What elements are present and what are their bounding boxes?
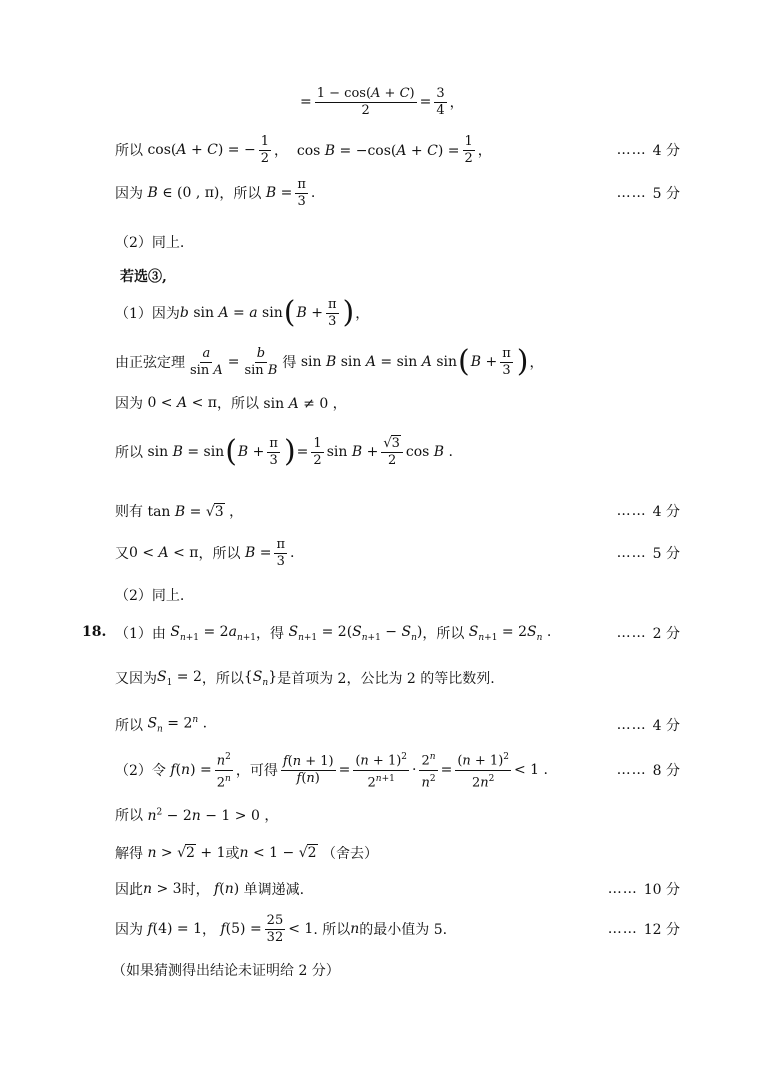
solution-line-2: 所以 cos(A + C) = − $\frac{1}{2}$ ， cos B = −cos(A + C) = $\frac{1}{2}$ ， …… 4 分 xyxy=(115,130,680,170)
solution-line-14: 又因为 $S_1 = 2$ ，所以 $\{S_n\}$ 是首项为 2，公比为 2 的等比数列. xyxy=(115,668,495,688)
solution-line-15: 所以 $S_n = 2^n$ . …… 4 分 xyxy=(115,705,680,745)
solution-line-3: 因为 B ∈ (0 , π) ，所以 B = $\frac{\pi}{3}$ . …… 5 分 xyxy=(115,173,680,213)
solution-line-6: （1）因为 b sin A = a sin ( B + $\frac{\pi}{3}$ ) ， xyxy=(115,295,370,330)
points-marker: …… 4 分 xyxy=(616,717,680,734)
solution-line-4: （2）同上. xyxy=(115,235,185,251)
solution-line-17: 所以 $n^2 - 2n - 1 > 0$ ， xyxy=(115,807,279,824)
solution-line-18: 解得 n > √2 + 1 或 n < 1 − √2 （舍去） xyxy=(115,845,379,862)
solution-line-20: 因为 f(4) = 1 ， f(5) = $\frac{25}{32}$ < 1 . 所以 n 的最小值为 5. …… 12 分 xyxy=(115,909,680,949)
solution-line-13: （1）由 $S_{n+1} = 2a_{n+1}$ ，得 $S_{n+1} = 2(S_{n+1} - S_n)$ ，所以 $S_{n+1} = 2S_n$ . …… 2 分 xyxy=(115,613,680,653)
points-marker: …… 2 分 xyxy=(616,625,680,642)
solution-line-8: 因为 0 < A < π ，所以 sin A ≠ 0 ， xyxy=(115,395,347,412)
solution-line-11: 又 0 < A < π ，所以 B = $\frac{\pi}{3}$ . …… 5 分 xyxy=(115,533,680,573)
solution-line-9: 所以 sin B = sin ( B + $\frac{\pi}{3}$ ) = $\frac{1}{2}$ sin B + $\frac{√3}{2}$ cos B . xyxy=(115,434,453,469)
points-marker: …… 8 分 xyxy=(616,762,680,779)
question-number: 18. xyxy=(82,624,107,640)
points-marker: …… 5 分 xyxy=(616,545,680,562)
points-marker: …… 10 分 xyxy=(607,881,680,898)
solution-line-19: 因此 n > 3 时， f(n) 单调递减. …… 10 分 xyxy=(115,869,680,909)
points-marker: …… 12 分 xyxy=(607,921,680,938)
solution-line-7: 由正弦定理 $\frac{a}{\text{sin A}}$ = $\frac{b}{\text{sin B}}$ 得 sin B sin A = sin A sin ( B + $\frac{\pi}{3}$ ) ， xyxy=(115,344,544,379)
points-marker: …… 4 分 xyxy=(616,142,680,159)
case-heading: 若选③, xyxy=(120,269,167,285)
solution-line-1: = $\frac{1 - \cos(A + C)}{2}$ = $\frac{3}{4}$ ， xyxy=(300,85,464,118)
solution-line-16: （2）令 f(n) = $\frac{n^2}{2^n}$ ，可得 $\frac{f(n + 1)}{f(n)}$ = $\frac{(n + 1)^2}{2^{n+1}}$ · $\frac{2^n}{n^2}$ = $\frac{(n + 1)^2}{2n^2}$ < 1 . …… 8 分 xyxy=(115,750,680,790)
points-marker: …… 4 分 xyxy=(616,503,680,520)
points-marker: …… 5 分 xyxy=(616,185,680,202)
solution-line-10: 则有 tan B = √3 ， …… 4 分 xyxy=(115,491,680,531)
scoring-note: （如果猜测得出结论未证明给 2 分） xyxy=(112,963,340,979)
solution-line-12: （2）同上. xyxy=(115,588,185,604)
